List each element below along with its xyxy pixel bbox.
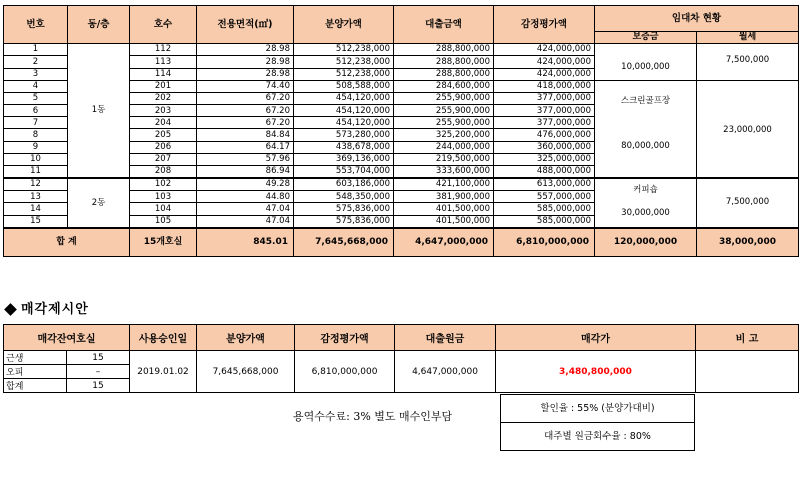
row-appraisal: 377,000,000	[494, 117, 595, 129]
header-no: 번호	[4, 6, 68, 44]
row-area: 28.98	[197, 56, 294, 68]
header-remaining-units: 매각잔여호실	[4, 325, 130, 351]
lease-deposit-cell	[595, 81, 697, 179]
row-area: 67.20	[197, 105, 294, 117]
header-loan-principal: 대출원금	[395, 325, 496, 351]
sale-amount-value: 3,480,800,000	[496, 351, 696, 393]
row-appraisal: 377,000,000	[494, 93, 595, 105]
totals-loan: 4,647,000,000	[394, 228, 494, 257]
breakdown-type: 근생	[4, 351, 67, 365]
row-appraisal: 613,000,000	[494, 178, 595, 191]
row-unit: 113	[130, 56, 197, 68]
row-area: 64.17	[197, 141, 294, 153]
row-loan: 244,000,000	[394, 141, 494, 153]
row-no: 13	[4, 191, 68, 203]
breakdown-row	[4, 351, 799, 365]
header-building: 동/층	[68, 6, 130, 44]
header-loan: 대출금액	[394, 6, 494, 44]
proposal-appraisal-value: 6,810,000,000	[295, 351, 395, 393]
row-unit: 104	[130, 203, 197, 215]
deposit-value: 80,000,000	[621, 141, 670, 151]
row-area: 47.04	[197, 215, 294, 228]
row-unit: 112	[130, 44, 197, 56]
tenant-name: 커피숍	[633, 185, 658, 195]
breakdown-count: –	[67, 365, 130, 379]
row-appraisal: 424,000,000	[494, 56, 595, 68]
breakdown-count: 15	[67, 379, 130, 393]
row-no: 7	[4, 117, 68, 129]
monthly-rent-value: 7,500,000	[725, 55, 770, 65]
header-proposal-appraisal: 감정평가액	[295, 325, 395, 351]
totals-area: 845.01	[197, 228, 294, 257]
row-sale-price: 603,186,000	[294, 178, 394, 191]
row-unit: 203	[130, 105, 197, 117]
header-area: 전용면적(㎡)	[197, 6, 294, 44]
row-loan: 288,800,000	[394, 56, 494, 68]
totals-sale: 7,645,668,000	[294, 228, 394, 257]
row-unit: 208	[130, 165, 197, 178]
row-no: 5	[4, 93, 68, 105]
row-no: 2	[4, 56, 68, 68]
row-appraisal: 476,000,000	[494, 129, 595, 141]
header-sale-price: 분양가액	[294, 6, 394, 44]
row-area: 28.98	[197, 44, 294, 56]
deposit-value: 30,000,000	[621, 208, 670, 218]
row-area: 28.98	[197, 68, 294, 80]
row-appraisal: 377,000,000	[494, 105, 595, 117]
row-loan: 288,800,000	[394, 68, 494, 80]
breakdown-type: 합계	[4, 379, 67, 393]
row-area: 67.20	[197, 93, 294, 105]
header-lease-status: 임대차 현황	[595, 6, 799, 32]
approval-date-value: 2019.01.02	[130, 351, 197, 393]
deposit-value: 10,000,000	[621, 62, 670, 72]
building-group: 1동	[68, 44, 130, 179]
row-area: 47.04	[197, 203, 294, 215]
row-sale-price: 454,120,000	[294, 93, 394, 105]
row-sale-price: 512,238,000	[294, 68, 394, 80]
proposal-sale-price-value: 7,645,668,000	[197, 351, 295, 393]
row-loan: 255,900,000	[394, 105, 494, 117]
row-sale-price: 454,120,000	[294, 117, 394, 129]
row-appraisal: 488,000,000	[494, 165, 595, 178]
sale-proposal-table	[3, 324, 799, 393]
row-sale-price: 548,350,000	[294, 191, 394, 203]
header-appraisal: 감정평가액	[494, 6, 595, 44]
tenant-name: 스크린골프장	[620, 96, 671, 106]
row-loan: 333,600,000	[394, 165, 494, 178]
lease-deposit-cell	[595, 44, 697, 81]
totals-label: 합 계	[4, 228, 130, 257]
row-no: 8	[4, 129, 68, 141]
totals-deposit: 120,000,000	[595, 228, 697, 257]
header-sale-amount: 매각가	[496, 325, 696, 351]
row-loan: 421,100,000	[394, 178, 494, 191]
row-area: 67.20	[197, 117, 294, 129]
row-sale-price: 369,136,000	[294, 153, 394, 165]
row-appraisal: 585,000,000	[494, 203, 595, 215]
header-remarks: 비 고	[696, 325, 799, 351]
row-loan: 381,900,000	[394, 191, 494, 203]
unit-status-table	[3, 5, 799, 257]
row-unit: 114	[130, 68, 197, 80]
row-sale-price: 512,238,000	[294, 56, 394, 68]
diamond-bullet-icon	[4, 303, 17, 316]
row-sale-price: 508,588,000	[294, 81, 394, 93]
row-sale-price: 553,704,000	[294, 165, 394, 178]
fee-note: 용역수수료: 3% 별도 매수인부담	[293, 410, 453, 423]
row-no: 10	[4, 153, 68, 165]
lease-rent-cell	[697, 81, 799, 179]
lease-rent-cell	[697, 44, 799, 81]
row-unit: 206	[130, 141, 197, 153]
totals-units: 15개호실	[130, 228, 197, 257]
building-group: 2동	[68, 178, 130, 228]
row-no: 6	[4, 105, 68, 117]
header-proposal-sale-price: 분양가액	[197, 325, 295, 351]
header-deposit: 보증금	[595, 32, 697, 44]
row-area: 49.28	[197, 178, 294, 191]
row-unit: 103	[130, 191, 197, 203]
row-appraisal: 424,000,000	[494, 68, 595, 80]
header-approval-date: 사용승인일	[130, 325, 197, 351]
row-appraisal: 418,000,000	[494, 81, 595, 93]
recovery-note: 대주별 원금회수율 : 80%	[500, 422, 695, 451]
row-loan: 255,900,000	[394, 117, 494, 129]
loan-principal-value: 4,647,000,000	[395, 351, 496, 393]
section-title	[4, 298, 89, 317]
row-appraisal: 360,000,000	[494, 141, 595, 153]
section-title-text: 매각제시안	[21, 302, 89, 317]
totals-row	[4, 228, 799, 257]
totals-rent: 38,000,000	[697, 228, 799, 257]
row-sale-price: 575,836,000	[294, 215, 394, 228]
row-unit: 201	[130, 81, 197, 93]
row-loan: 325,200,000	[394, 129, 494, 141]
row-no: 15	[4, 215, 68, 228]
row-no: 1	[4, 44, 68, 56]
row-area: 86.94	[197, 165, 294, 178]
row-area: 44.80	[197, 191, 294, 203]
row-unit: 202	[130, 93, 197, 105]
row-no: 9	[4, 141, 68, 153]
row-loan: 219,500,000	[394, 153, 494, 165]
lease-deposit-cell	[595, 178, 697, 228]
row-appraisal: 557,000,000	[494, 191, 595, 203]
header-unit: 호수	[130, 6, 197, 44]
row-area: 57.96	[197, 153, 294, 165]
row-loan: 401,500,000	[394, 215, 494, 228]
header-monthly-rent: 월세	[697, 32, 799, 44]
row-loan: 284,600,000	[394, 81, 494, 93]
row-no: 3	[4, 68, 68, 80]
row-sale-price: 575,836,000	[294, 203, 394, 215]
row-appraisal: 325,000,000	[494, 153, 595, 165]
breakdown-count: 15	[67, 351, 130, 365]
row-unit: 205	[130, 129, 197, 141]
row-area: 74.40	[197, 81, 294, 93]
row-loan: 401,500,000	[394, 203, 494, 215]
table-row	[4, 44, 799, 56]
breakdown-type: 오피	[4, 365, 67, 379]
lease-rent-cell	[697, 178, 799, 228]
row-loan: 288,800,000	[394, 44, 494, 56]
monthly-rent-value: 23,000,000	[723, 125, 772, 135]
totals-appraisal: 6,810,000,000	[494, 228, 595, 257]
row-no: 12	[4, 178, 68, 191]
row-no: 14	[4, 203, 68, 215]
table-row	[4, 178, 799, 191]
row-sale-price: 573,280,000	[294, 129, 394, 141]
row-area: 84.84	[197, 129, 294, 141]
remarks-value	[696, 351, 799, 393]
row-no: 11	[4, 165, 68, 178]
row-appraisal: 424,000,000	[494, 44, 595, 56]
row-loan: 255,900,000	[394, 93, 494, 105]
row-unit: 204	[130, 117, 197, 129]
row-unit: 102	[130, 178, 197, 191]
row-unit: 207	[130, 153, 197, 165]
discount-note: 할인율 : 55% (분양가대비)	[500, 394, 695, 423]
row-sale-price: 438,678,000	[294, 141, 394, 153]
row-unit: 105	[130, 215, 197, 228]
monthly-rent-value: 7,500,000	[725, 197, 770, 207]
row-appraisal: 585,000,000	[494, 215, 595, 228]
row-sale-price: 512,238,000	[294, 44, 394, 56]
row-no: 4	[4, 81, 68, 93]
row-sale-price: 454,120,000	[294, 105, 394, 117]
